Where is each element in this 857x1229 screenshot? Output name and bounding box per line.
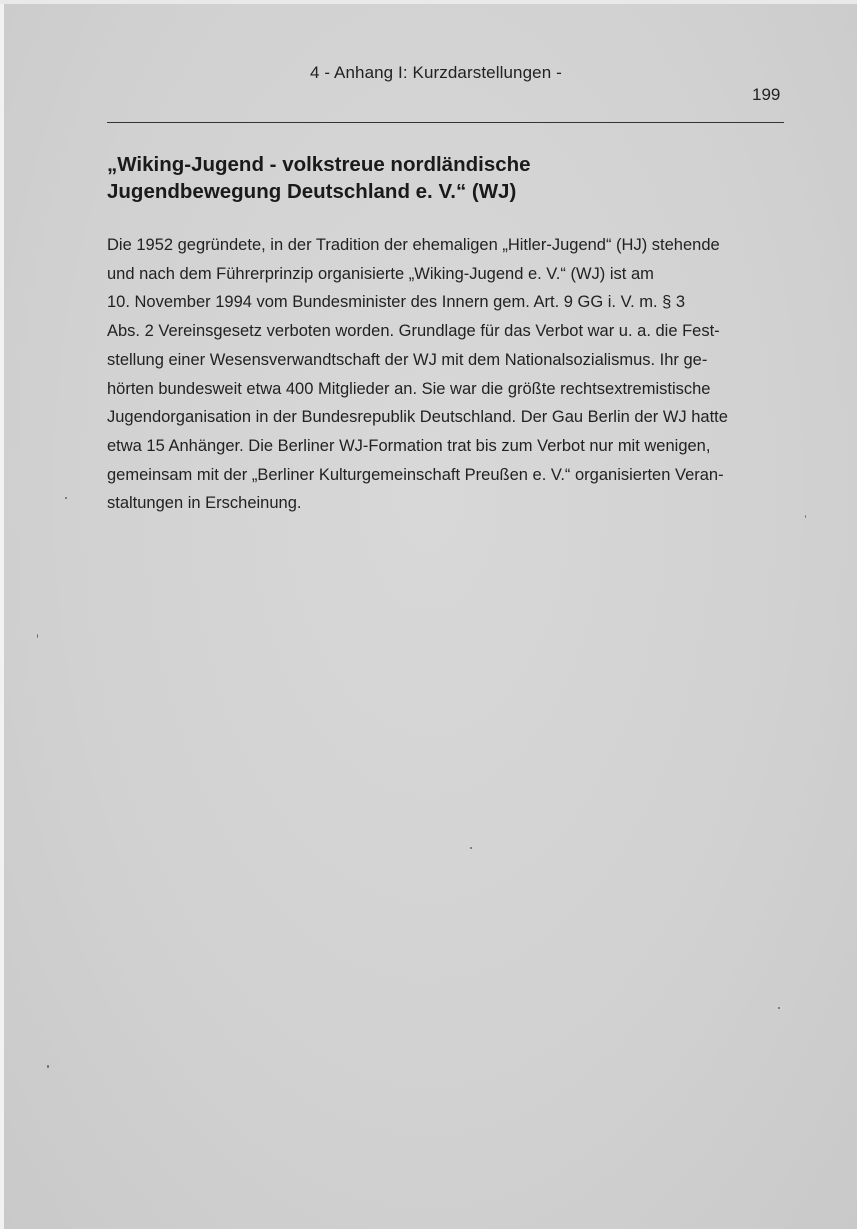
scan-speck <box>470 847 472 849</box>
section-title-line: Jugendbewegung Deutschland e. V.“ (WJ) <box>107 180 517 203</box>
running-header: 4 - Anhang I: Kurzdarstellungen - <box>310 63 562 82</box>
body-line: gemeinsam mit der „Berliner Kulturgemeinschaft Preußen e. V.“ organisierten Veran- <box>107 465 724 484</box>
body-line: staltungen in Erscheinung. <box>107 494 302 513</box>
body-line: stellung einer Wesensverwandtschaft der WJ mit dem Nationalsozialismus. Ihr ge- <box>107 350 708 369</box>
section-title <box>107 151 707 205</box>
scan-speck <box>805 515 806 518</box>
body-line: 10. November 1994 vom Bundesminister des Innern gem. Art. 9 GG i. V. m. § 3 <box>107 293 686 312</box>
scan-speck <box>65 497 67 499</box>
body-line: und nach dem Führerprinzip organisierte „Wiking-Jugend e. V.“ (WJ) ist am <box>107 264 654 283</box>
scan-speck <box>37 634 38 638</box>
header-rule <box>107 122 784 123</box>
section-title-line: „Wiking-Jugend - volkstreue nordländische <box>107 153 531 176</box>
body-paragraph <box>107 231 797 518</box>
page-left-edge <box>0 0 4 1229</box>
scan-speck <box>47 1065 49 1068</box>
scan-speck <box>778 1007 780 1009</box>
body-line: Die 1952 gegründete, in der Tradition der ehemaligen „Hitler-Jugend“ (HJ) stehende <box>107 236 720 254</box>
page-number: 199 <box>752 85 781 104</box>
body-line: hörten bundesweit etwa 400 Mitglieder an. Sie war die größte rechtsextremistische <box>107 379 711 398</box>
body-line: Abs. 2 Vereinsgesetz verboten worden. Grundlage für das Verbot war u. a. die Fest- <box>107 322 720 341</box>
body-line: Jugendorganisation in der Bundesrepublik Deutschland. Der Gau Berlin der WJ hatte <box>107 408 728 427</box>
page-top-edge <box>0 0 857 4</box>
body-line: etwa 15 Anhänger. Die Berliner WJ-Formation trat bis zum Verbot nur mit wenigen, <box>107 436 711 455</box>
